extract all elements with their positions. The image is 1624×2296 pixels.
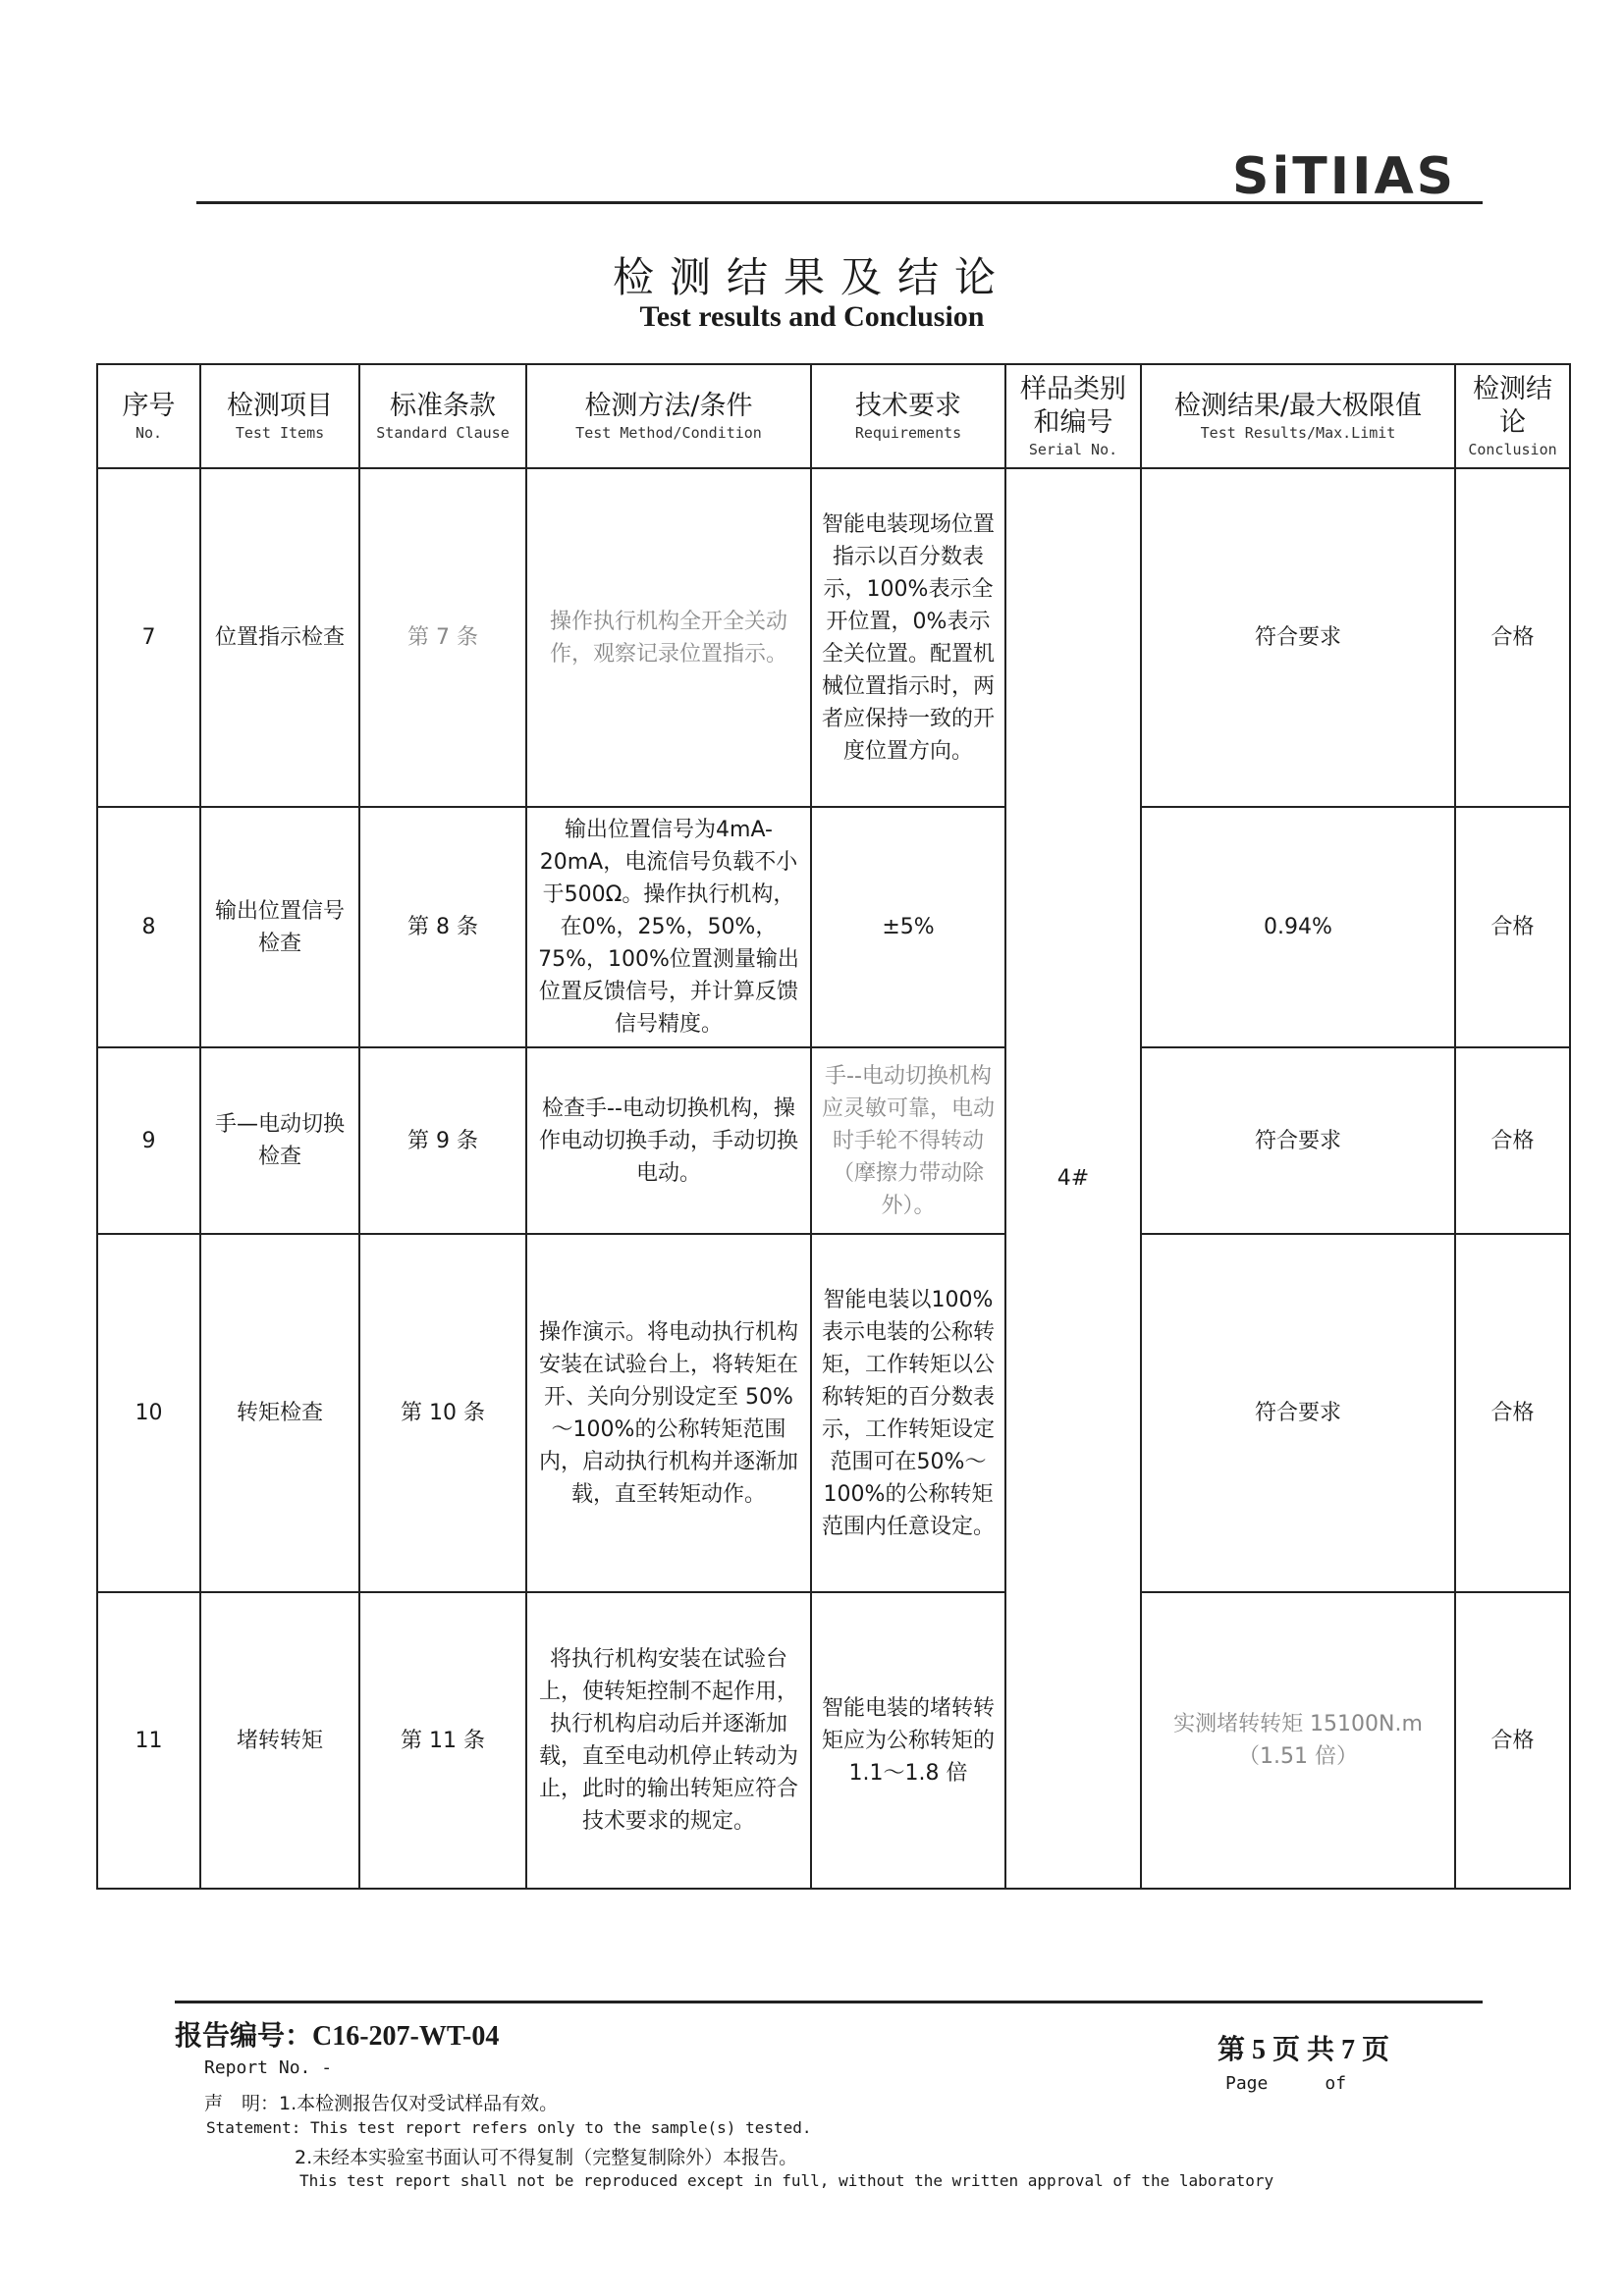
row-conclusion: 合格: [1455, 468, 1570, 807]
col-header-clause: 标准条款 Standard Clause: [359, 364, 526, 468]
statement-1: 声 明：1.本检测报告仅对受试样品有效。: [204, 2093, 559, 2114]
page-indicator: 第 5 页 共 7 页: [1218, 2035, 1390, 2065]
page-title-cn: 检测结果及结论: [612, 253, 1011, 301]
row-method: 操作执行机构全开全关动作，观察记录位置指示。: [526, 468, 811, 807]
report-number-en: Report No. -: [204, 2057, 333, 2078]
row-method: 将执行机构安装在试验台上，使转矩控制不起作用，执行机构启动后并逐渐加载，直至电动机停止转动为止，此时的输出转矩应符合技术要求的规定。: [526, 1592, 811, 1889]
row-result: 实测堵转转矩 15100N.m（1.51 倍）: [1141, 1592, 1455, 1889]
row-method: 操作演示。将电动执行机构安装在试验台上，将转矩在开、关向分别设定至 50%～100%的公称转矩范围内，启动执行机构并逐渐加载，直至转矩动作。: [526, 1234, 811, 1592]
col-header-result: 检测结果/最大极限值 Test Results/Max.Limit: [1141, 364, 1455, 468]
row-no: 10: [97, 1234, 200, 1592]
row-result: 符合要求: [1141, 1047, 1455, 1234]
page-title-en: Test results and Conclusion: [639, 300, 985, 333]
row-no: 9: [97, 1047, 200, 1234]
table-row: [97, 468, 1570, 807]
table-row: [97, 1234, 1570, 1592]
footer-rule: [175, 2001, 1483, 2003]
row-item: 位置指示检查: [200, 468, 359, 807]
statement-2-en: This test report shall not be reproduced except in full, without the written approval of the laboratory: [299, 2171, 1274, 2190]
row-requirement: ±5%: [811, 807, 1005, 1047]
row-no: 8: [97, 807, 200, 1047]
table-row: [97, 1592, 1570, 1889]
row-no: 7: [97, 468, 200, 807]
page-indicator-en: Page of: [1225, 2073, 1347, 2094]
row-requirement: 智能电装的堵转转矩应为公称转矩的 1.1～1.8 倍: [811, 1592, 1005, 1889]
header-rule: [196, 201, 1483, 204]
col-header-no: 序号 No.: [97, 364, 200, 468]
col-header-conclusion: 检测结论 Conclusion: [1455, 364, 1570, 468]
table-row: [97, 807, 1570, 1047]
row-conclusion: 合格: [1455, 1234, 1570, 1592]
row-result: 符合要求: [1141, 1234, 1455, 1592]
row-item: 手—电动切换检查: [200, 1047, 359, 1234]
row-requirement: 智能电装以100%表示电装的公称转矩，工作转矩以公称转矩的百分数表示，工作转矩设定范围可在50%～100%的公称转矩范围内任意设定。: [811, 1234, 1005, 1592]
row-item: 转矩检查: [200, 1234, 359, 1592]
row-method: 检查手--电动切换机构，操作电动切换手动，手动切换电动。: [526, 1047, 811, 1234]
row-result: 符合要求: [1141, 468, 1455, 807]
row-method: 输出位置信号为4mA-20mA，电流信号负载不小于500Ω。操作执行机构，在0%，25%，50%，75%，100%位置测量输出位置反馈信号，并计算反馈信号精度。: [526, 807, 811, 1047]
col-header-method: 检测方法/条件 Test Method/Condition: [526, 364, 811, 468]
col-header-requirement: 技术要求 Requirements: [811, 364, 1005, 468]
row-conclusion: 合格: [1455, 807, 1570, 1047]
col-header-serial: 样品类别和编号 Serial No.: [1005, 364, 1141, 468]
row-result: 0.94%: [1141, 807, 1455, 1047]
company-logo: SiTIIAS: [1232, 147, 1457, 206]
row-item: 堵转转矩: [200, 1592, 359, 1889]
row-no: 11: [97, 1592, 200, 1889]
table-row: [97, 1047, 1570, 1234]
row-clause: 第 8 条: [359, 807, 526, 1047]
row-item: 输出位置信号检查: [200, 807, 359, 1047]
row-requirement: 智能电装现场位置指示以百分数表示，100%表示全开位置，0%表示全关位置。配置机械位置指示时，两者应保持一致的开度位置方向。: [811, 468, 1005, 807]
row-conclusion: 合格: [1455, 1592, 1570, 1889]
sample-serial: 4#: [1005, 468, 1141, 1889]
statement-2: 2.未经本实验室书面认可不得复制（完整复制除外）本报告。: [295, 2147, 798, 2168]
results-table: [96, 363, 1571, 1890]
row-requirement: 手--电动切换机构应灵敏可靠，电动时手轮不得转动（摩擦力带动除外）。: [811, 1047, 1005, 1234]
row-clause: 第 11 条: [359, 1592, 526, 1889]
row-clause: 第 7 条: [359, 468, 526, 807]
col-header-item: 检测项目 Test Items: [200, 364, 359, 468]
row-clause: 第 10 条: [359, 1234, 526, 1592]
row-clause: 第 9 条: [359, 1047, 526, 1234]
report-number: 报告编号：C16-207-WT-04: [175, 2021, 500, 2052]
row-conclusion: 合格: [1455, 1047, 1570, 1234]
table-header-row: [97, 364, 1570, 468]
statement-1-en: Statement: This test report refers only to the sample(s) tested.: [206, 2118, 812, 2137]
